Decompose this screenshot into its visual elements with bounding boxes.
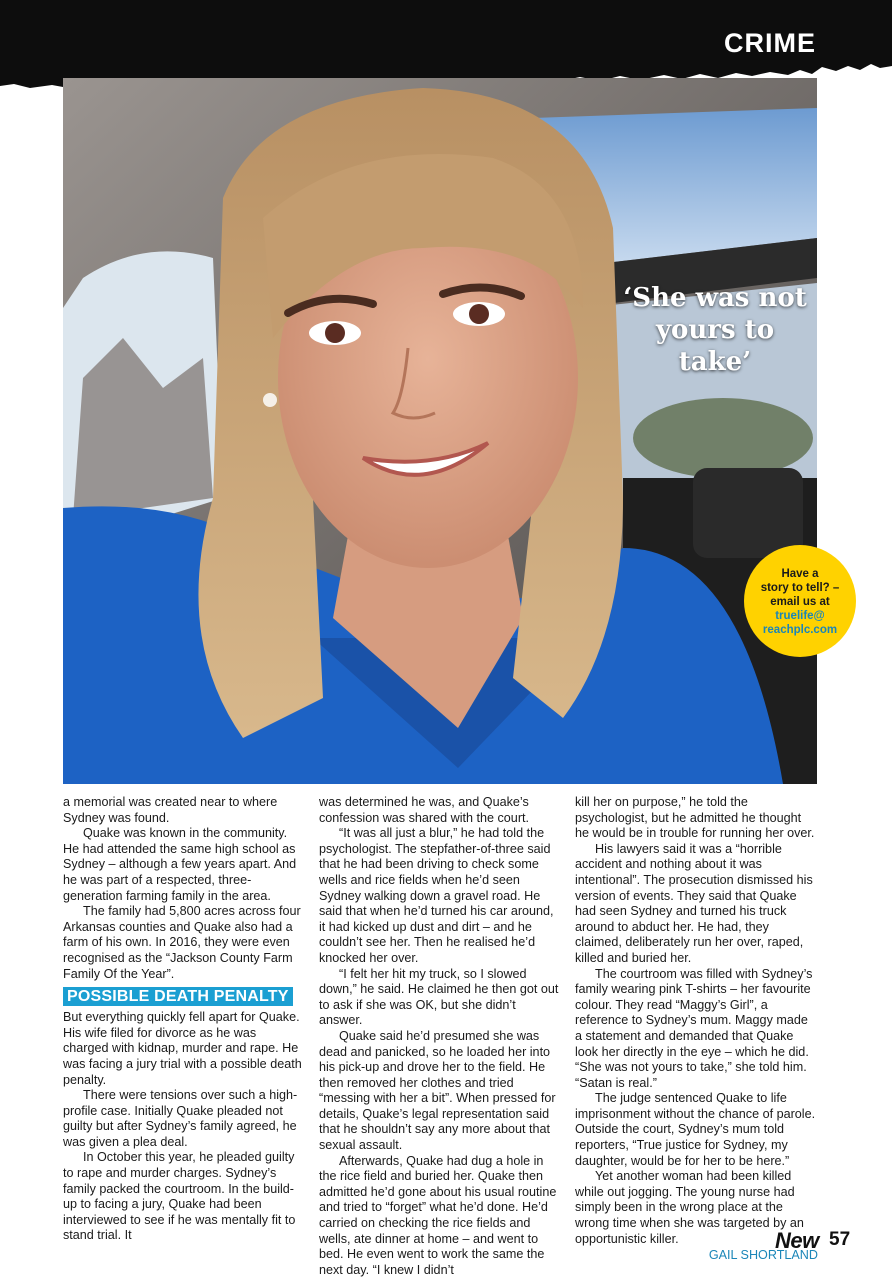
page-number: 57 xyxy=(829,1229,851,1250)
paragraph: The judge sentenced Quake to life imprisonment without the chance of parole. Outside the court, Sydney’s mum told reporters, “True justice for Sydney, my daughter, would be for her to be here.” xyxy=(575,1091,816,1168)
paragraph: The family had 5,800 acres across four Arkansas counties and Quake also had a farm of his own. In 2016, they were even recognised as the “Jackson County Farm Family Of the Year”. xyxy=(63,904,301,981)
callout-line-2: story to tell? – xyxy=(760,582,840,594)
paragraph: “I felt her hit my truck, so I slowed down,” he said. He claimed he then got out to ask if she was OK, but she didn’t answer. xyxy=(319,966,559,1028)
article-column-3 xyxy=(575,795,818,1264)
section-label: CRIME xyxy=(724,28,816,58)
paragraph: kill her on purpose,” he told the psychologist, but he admitted he thought he would be in trouble for running her over. xyxy=(575,795,815,841)
subheading: POSSIBLE DEATH PENALTY xyxy=(63,987,293,1006)
paragraph: was determined he was, and Quake’s confession was shared with the court. xyxy=(319,795,530,825)
paragraph: The courtroom was filled with Sydney’s family wearing pink T-shirts – her favourite colour. They read “Maggy’s Girl”, a reference to Sydney’s mum. Maggy made a statement and demanded that Quake look her directly in the eye – which he did. “She was not yours to take,” she told him. “Satan is real.” xyxy=(575,966,813,1090)
pull-quote: ‘She was not yours to take’ xyxy=(623,283,807,377)
paragraph: Quake said he’d presumed she was dead and panicked, so he loaded her into his pick-up and drove her to the field. He then removed her clothes and tried “messing with her a bit”. When pressed for details, Quake’s legal representation said that he shouldn’t say any more about that sexual assault. xyxy=(319,1028,556,1153)
callout-email-1[interactable]: truelife@ xyxy=(775,610,825,622)
story-callout-badge xyxy=(744,545,856,657)
paragraph: His lawyers said it was a “horrible accident and nothing about it was intentional”. The prosecution dismissed his version of events. They said that Quake had seen Sydney and turned his truck around to abduct her. He had, they claimed, deliberately run her over, raped, killed and buried her. xyxy=(575,841,813,965)
callout-line-3: email us at xyxy=(770,596,830,608)
paragraph: “It was all just a blur,” he had told the psychologist. The stepfather-of-three said that he had been driving to check some wells and rice fields when he’d seen Sydney walking down a gravel road. He said that when he’d turned his car around, it had kicked up dust and dirt – and he couldn’t see her. Then he realised he’d knocked her over. xyxy=(319,826,554,965)
paragraph: Quake was known in the community. He had attended the same high school as Sydney – although a few years apart. And he was part of a respected, three-generation farming family in the area. xyxy=(63,826,297,903)
paragraph: a memorial was created near to where Sydney was found. xyxy=(63,795,278,825)
main-photo xyxy=(63,78,817,784)
paragraph: Afterwards, Quake had dug a hole in the rice field and buried her. Quake then admitted he’d gone about his usual routine and tried to “forget” what he’d done. He’d carried on checking the rice fields and wells, ate dinner at home – and went to bed. He even went to work the same the next day. “I knew I didn’t xyxy=(319,1153,557,1277)
article-column-1 xyxy=(63,795,303,1244)
author-byline: GAIL SHORTLAND xyxy=(708,1248,818,1263)
paragraph: But everything quickly fell apart for Quake. His wife filed for divorce as he was charged with kidnap, murder and rape. He was facing a jury trial with a possible death penalty. xyxy=(63,1010,302,1087)
paragraph: There were tensions over such a high-profile case. Initially Quake pleaded not guilty but after Sydney’s family agreed, he was given a plea deal. xyxy=(63,1088,298,1149)
callout-line-1: Have a xyxy=(781,568,819,580)
paragraph: Yet another woman had been killed while out jogging. The young nurse had simply been in the wrong place at the wrong time when she was targeted by an opportunistic killer. xyxy=(575,1169,804,1246)
article-column-2 xyxy=(319,795,559,1278)
magazine-brand: New xyxy=(775,1228,819,1253)
callout-email-2[interactable]: reachplc.com xyxy=(762,624,838,636)
paragraph: In October this year, he pleaded guilty to rape and murder charges. Sydney’s family packed the courtroom. In the build-up to facing a jury, Quake had been interviewed to see if he was mentally fit to stand trial. It xyxy=(63,1150,296,1243)
